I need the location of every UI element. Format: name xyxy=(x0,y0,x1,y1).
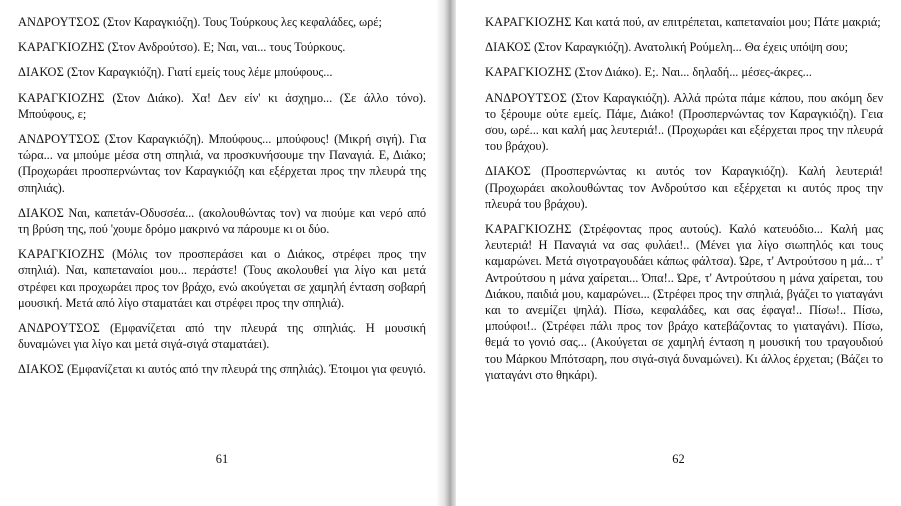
paragraph-r6 xyxy=(485,221,883,383)
speaker-name: ΑΝΔΡΟΥΤΣΟΣ xyxy=(485,90,567,105)
speaker-name: ΚΑΡΑΓΚΙΟΖΗΣ xyxy=(485,222,572,237)
dialogue-text: (Εμφανίζεται από την πλευρά της σπηλιάς. Η μουσική δυναμώνει για λίγο και μετά σιγά-σιγά σταματάει). xyxy=(18,321,426,352)
paragraph-l3 xyxy=(18,64,426,80)
speaker-name: ΑΝΔΡΟΥΤΣΟΣ xyxy=(18,132,100,147)
dialogue-text: (Εμφανίζεται κι αυτός από την πλευρά της σπηλιάς). Έτοιμοι για φευγιό. xyxy=(63,362,426,377)
paragraph-r3 xyxy=(485,64,883,80)
speaker-name: ΚΑΡΑΓΚΙΟΖΗΣ xyxy=(18,40,105,55)
paragraph-r5 xyxy=(485,163,883,212)
speaker-name: ΚΑΡΑΓΚΙΟΖΗΣ xyxy=(18,247,105,262)
dialogue-text: (Στον Καραγκιόζη). Τους Τούρκους λες κεφαλάδες, ωρέ; xyxy=(99,15,382,29)
speaker-name: ΑΝΔΡΟΥΤΣΟΣ xyxy=(18,321,100,336)
speaker-name: ΔΙΑΚΟΣ xyxy=(485,40,531,55)
paragraph-l7 xyxy=(18,246,426,311)
gutter-shadow xyxy=(436,0,444,506)
speaker-name: ΔΙΑΚΟΣ xyxy=(18,205,64,220)
speaker-name: ΑΝΔΡΟΥΤΣΟΣ xyxy=(18,15,100,29)
paragraph-l8 xyxy=(18,320,426,352)
dialogue-text: Ναι, καπετάν-Οδυσσέα... (ακολουθώντας τον) να πιούμε και νερό από τη βρύση της, πού 'χουμε δρόμο μακρινό να πάρουμε κι οι δύο. xyxy=(18,205,426,237)
dialogue-text: (Προσπερνώντας κι αυτός τον Καραγκιόζη). Καλή λευτεριά! (Προχωράει ακολουθώντας τον Ανδρούτσο και εξέρχεται κι αυτός προς την πλευρά του βράχου). xyxy=(485,164,883,211)
left-page xyxy=(0,0,444,506)
dialogue-text: (Μόλις τον προσπεράσει και ο Διάκος, στρέφει προς την σπηλιά). Ναι, καπεταναίοι μου... περάστε! (Τους ακολουθεί για λίγο και μετά στρέφει και προχωράει προς τον βράχο, ενώ ακούγεται σε χαμηλή ένταση σοβαρή μουσική. Μετά από λίγο σταματάει και στρέφει προς την σπηλιά). xyxy=(18,247,426,310)
paragraph-l6 xyxy=(18,205,426,237)
paragraph-l9 xyxy=(18,361,426,377)
dialogue-text: (Στον Διάκο). Χα! Δεν είν' κι άσχημο... (Σε άλλο τόνο). Μπούφους, ε; xyxy=(18,90,426,121)
page-number-left: 61 xyxy=(215,452,229,466)
dialogue-text: (Στρέφοντας προς αυτούς). Καλό κατευόδιο... Καλή μας λευτεριά! Η Παναγιά να σας φυλάει!.. (Μένει για λίγο σιωπηλός και τους καμαρώνει. Μετά σιγοτραγουδάει κάπως φάλτσα). Ώρε, τ' Αντρούτσου η μά... τ' Αντρούτσου η μάνα χαίρεται... Όπα!.. Ώρε, τ' Αντρούτσου η μάνα χαίρεται, του Διάκου, παιδιά μου, καμαρώνει... (Στρέφει προς την σπηλιά, βγάζει το γιαταγάνι και το ανεμίζει ψηλά). Πίσω, κεφαλάδες, και σας έφαγα!.. Πίσω!.. Πίσω, μπούφοι!.. (Στρέφει πάλι προς τον βράχο κατεβάζοντας το γιαταγάνι). Πίσω, θεμά το γονιό σας... (Ακούγεται σε χαμηλή ένταση η μουσική του τραγουδιού του Μάρκου Μπότσαρη, που σιγά-σιγά δυναμώνει). Κι άλλος έρχεται; (Βάζει το γιαταγάνι στο θηκάρι). xyxy=(485,222,883,382)
speaker-name: ΚΑΡΑΓΚΙΟΖΗΣ xyxy=(485,65,572,80)
paragraph-r4 xyxy=(485,90,883,155)
speaker-name: ΔΙΑΚΟΣ xyxy=(18,362,64,377)
paragraph-l1 xyxy=(18,14,426,30)
paragraph-l2 xyxy=(18,39,426,55)
dialogue-text: (Στον Ανδρούτσο). Ε; Ναι, ναι... τους Τούρκους. xyxy=(104,40,346,55)
dialogue-text: (Στον Καραγκιόζη). Γιατί εμείς τους λέμε μπούφους... xyxy=(63,65,333,80)
dialogue-text: (Στον Καραγκιόζη). Ανατολική Ρούμελη... Θα έχεις υπόψη σου; xyxy=(530,40,848,55)
paragraph-r1 xyxy=(485,14,883,30)
paragraph-r2 xyxy=(485,39,883,55)
paragraph-l4 xyxy=(18,90,426,122)
speaker-name: ΔΙΑΚΟΣ xyxy=(18,65,64,80)
dialogue-text: (Στον Καραγκιόζη). Μπούφους... μπούφους! (Μικρή σιγή). Για τώρα... να μπούμε μέσα στη σπηλιά, να προσκυνήσουμε την Παναγιά. Ε, Διάκο; (Προχωράει προσπερνώντας τον Καραγκιόζη και εξέρχεται προς την πλευρά της σπηλιάς). xyxy=(18,132,426,195)
dialogue-text: Και κατά πού, αν επιτρέπεται, καπεταναίοι μου; Πάτε μακριά; xyxy=(571,15,881,29)
right-page xyxy=(456,0,901,506)
page-number-right: 62 xyxy=(672,452,685,466)
dialogue-text: (Στον Διάκο). Ε;. Ναι... δηλαδή... μέσες-άκρες... xyxy=(571,65,812,80)
speaker-name: ΚΑΡΑΓΚΙΟΖΗΣ xyxy=(485,15,572,29)
paragraph-l5 xyxy=(18,131,426,196)
dialogue-text: (Στον Καραγκιόζη). Αλλά πρώτα πάμε κάπου, που ακόμη δεν το ξέρουμε ούτε εμείς. Πάμε, Διάκο! (Προσπερνώντας τον Καραγκιόζη). Γεια σου, ωρέ... και καλή μας λευτεριά!.. (Προχωράει και εξέρχεται προς την πλευρά του βράχου). xyxy=(485,90,883,154)
speaker-name: ΚΑΡΑΓΚΙΟΖΗΣ xyxy=(18,90,105,105)
speaker-name: ΔΙΑΚΟΣ xyxy=(485,164,531,179)
book-gutter xyxy=(444,0,456,506)
